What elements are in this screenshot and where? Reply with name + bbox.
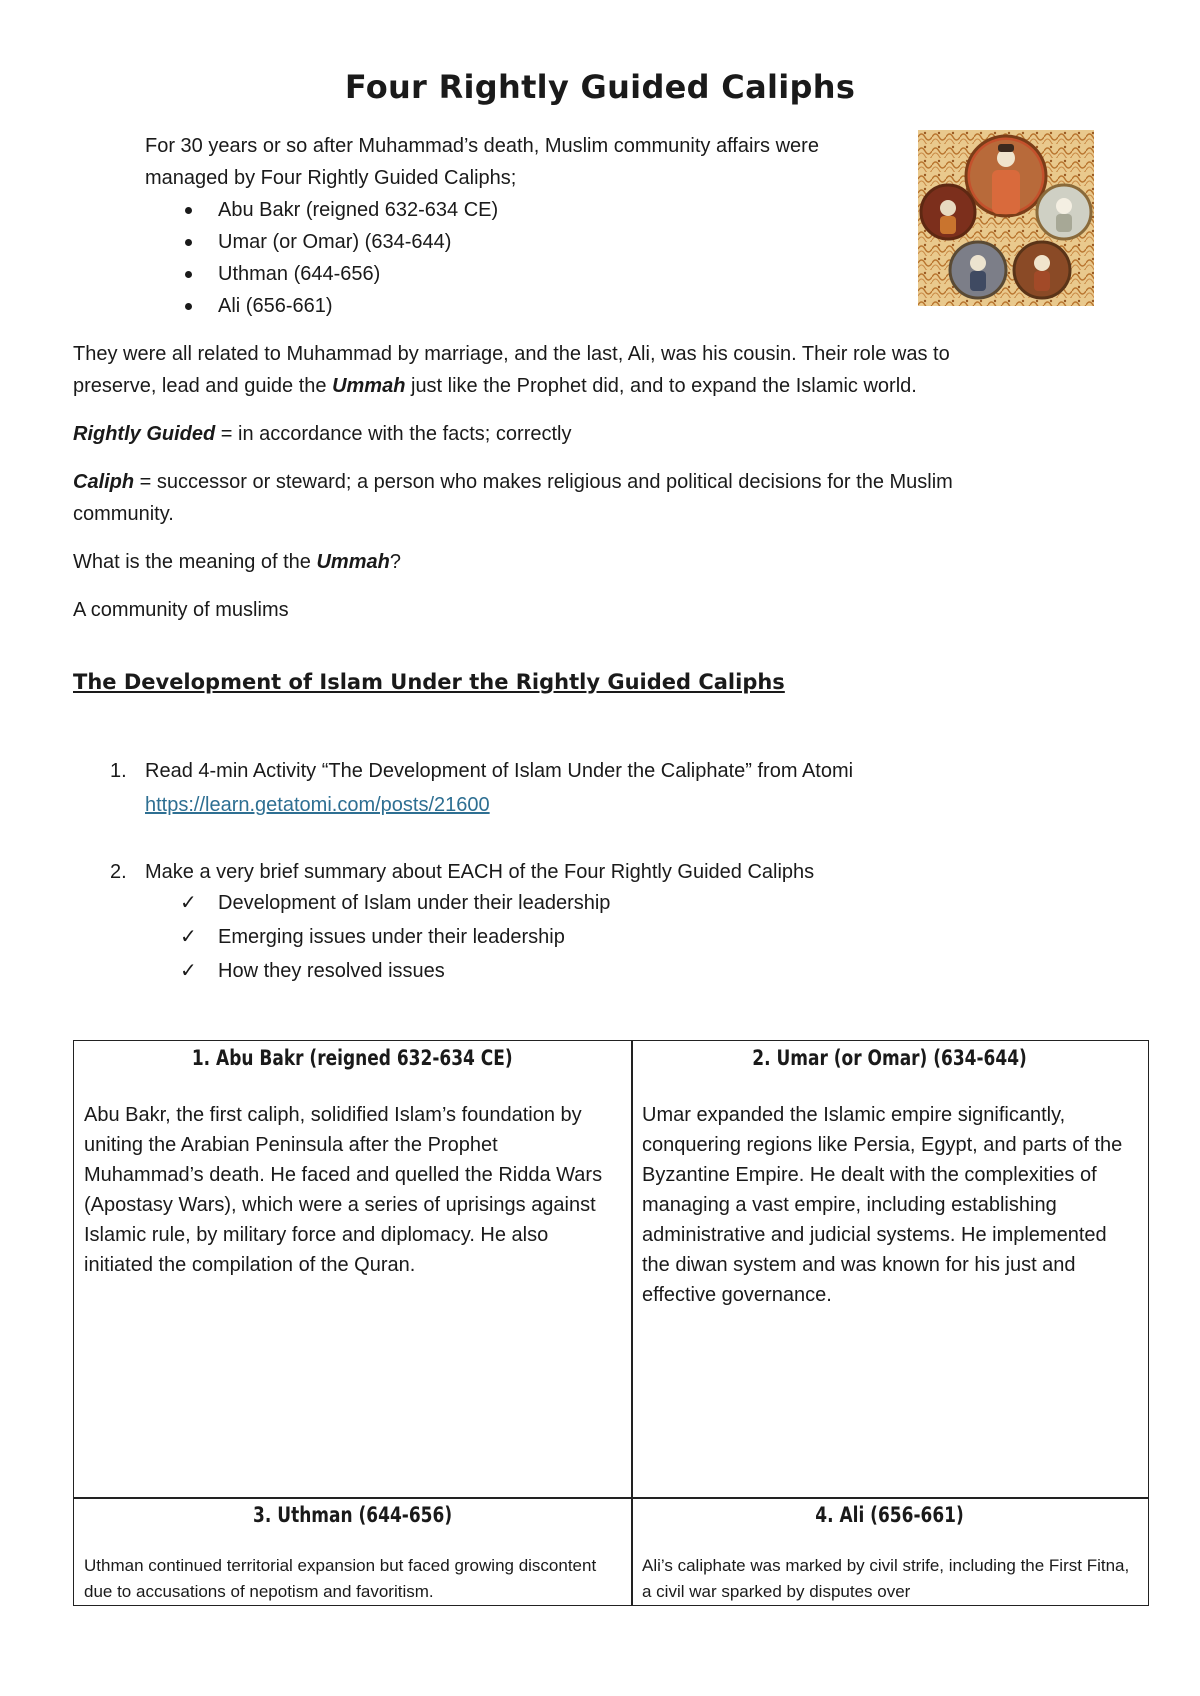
cell-summary[interactable]: Ali’s caliphate was marked by civil strife, including the First Fitna, a civil war sparked by disputes over (642, 1556, 1130, 1601)
definition-caliph: Caliph = successor or steward; a person who makes religious and political decisions for the Muslim community. (73, 471, 953, 525)
bullet-icon (185, 303, 192, 310)
page-title: Four Rightly Guided Caliphs (344, 68, 856, 106)
section-heading: The Development of Islam Under the Rightly Guided Caliphs (73, 670, 785, 694)
definition-term: Rightly Guided (73, 423, 216, 445)
cell-summary[interactable]: Abu Bakr, the first caliph, solidified Islam’s foundation by uniting the Arabian Peninsula after the Prophet Muhammad’s death. He faced and quelled the Ridda Wars (Apostasy Wars), which were a series of uprisings against Islamic rule, by military force and diplomacy. He also initiated the compilation of the Quran. (84, 1104, 603, 1276)
table-cell-abu-bakr (74, 1041, 631, 1497)
caliph-summary-table (73, 1040, 1149, 1606)
bullet-icon (185, 239, 192, 246)
table-cell-uthman (74, 1498, 631, 1605)
cell-heading: 2. Umar (or Omar) (634-644) (752, 1046, 1028, 1070)
bullet-item: Ali (656-661) (145, 290, 915, 322)
definition-rightly-guided: Rightly Guided = in accordance with the facts; correctly (73, 423, 572, 445)
table-cell-umar (632, 1041, 1148, 1497)
bullet-item: Umar (or Omar) (634-644) (145, 226, 915, 258)
atomi-link[interactable]: https://learn.getatomi.com/posts/21600 (145, 794, 490, 816)
bullet-icon (185, 271, 192, 278)
caliphs-portrait-image (918, 130, 1094, 306)
checkmark-icon: ✓ (180, 892, 197, 914)
question: What is the meaning of the Ummah? (73, 551, 401, 573)
document-page: Four Rightly Guided Caliphs For 30 years or so after Muhammad’s death, Muslim community affairs were managed by Four Rightly Guided Caliphs; Abu Bakr (reigned 632-634 CE) Umar (or Omar) (634-644) Uthman (644-656) Ali (656-661) They were all related to Muhammad by marriage, and the last, Ali, was his cousin. Their role was to preserve, lead and guide the Ummah just like the Prophet did, and to expand the Islamic world. Rightly Guided = in accordance with the facts; correctly Caliph = successor or steward; a person who makes religious and political decisions for the Muslim community. What is the meaning of the Ummah? A community of muslims The Development of Islam Under the Rightly Guided Caliphs 1. Read 4-min Activity “The Development of Islam Under the Caliphate” from Atomi https://learn.getatomi.com/posts/21600 2. Make a very brief summary about EACH of the Four Rightly Guided Caliphs ✓ Development of Islam under their leadership ✓ Emerging issues under their leadership ✓ How they resolved issues 1. Abu Bakr (reigned 632-634 CE) Abu Bakr, the first caliph, solidified Islam’s foundation by uniting the Arabian Peninsula after the Prophet Muhammad’s death. He faced and quelled the Ridda Wars (Apostasy Wars), which were a series of uprisings against Islamic rule, by military force and diplomacy. He also initiated the compilation of the Quran. 2. Umar (or Omar) (634-644) Umar expanded the Islamic empire significantly, conquering regions like Persia, Egypt, and parts of the Byzantine Empire. He dealt with the complexities of managing a vast empire, including establishing administrative and judicial systems. He implemented the diwan system and was known for his just and effective governance. 3. Uthman (644-656) Uthman continued territorial expansion but faced growing discontent due to accusations of nepotism and favoritism. 4. Ali (656-661) Ali’s caliphate was marked by civil strife, including the First Fitna, a civil war sparked by disputes over (0, 0, 1200, 1696)
intro-line-1: For 30 years or so after Muhammad’s death, Muslim community affairs were (145, 135, 819, 157)
cell-heading: 4. Ali (656-661) (815, 1503, 965, 1527)
cell-summary[interactable]: Uthman continued territorial expansion but faced growing discontent due to accusations of nepotism and favoritism. (84, 1556, 597, 1601)
relation-paragraph: They were all related to Muhammad by marriage, and the last, Ali, was his cousin. Their role was to preserve, lead and guide the Ummah just like the Prophet did, and to expand the Islamic world. (73, 343, 950, 397)
caliph-bullet-list (145, 194, 915, 322)
bullet-item: Abu Bakr (reigned 632-634 CE) (145, 194, 915, 226)
checkmark-icon: ✓ (180, 960, 197, 982)
bullet-icon (185, 207, 192, 214)
intro-line-2: managed by Four Rightly Guided Caliphs; (145, 167, 517, 189)
table-cell-ali (632, 1498, 1148, 1605)
answer: A community of muslims (73, 599, 289, 621)
definition-term: Caliph (73, 471, 135, 493)
checkmark-icon: ✓ (180, 926, 197, 948)
cell-heading: 1. Abu Bakr (reigned 632-634 CE) (192, 1046, 513, 1070)
cell-summary[interactable]: Umar expanded the Islamic empire significantly, conquering regions like Persia, Egypt, and parts of the Byzantine Empire. He dealt with the complexities of managing a vast empire, including establishing administrative and judicial systems. He implemented the diwan system and was known for his just and effective governance. (642, 1104, 1123, 1306)
bullet-item: Uthman (644-656) (145, 258, 915, 290)
intro-section (145, 130, 915, 322)
cell-heading: 3. Uthman (644-656) (252, 1503, 453, 1527)
